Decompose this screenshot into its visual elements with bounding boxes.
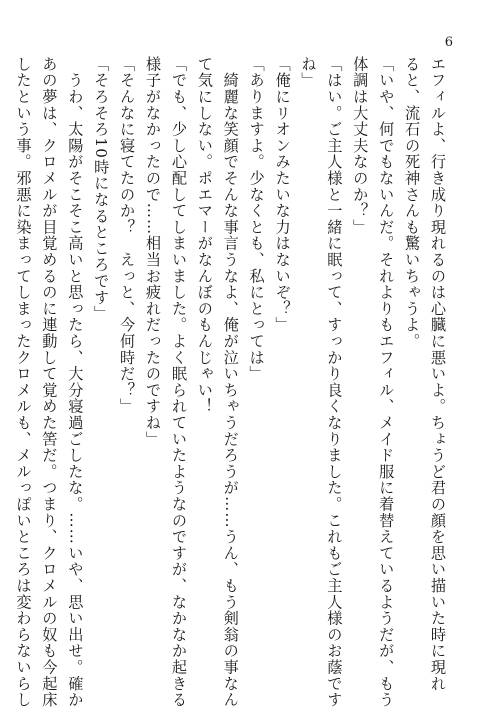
text-line: 「そんなに寝てたのか？ えっと、今何時だ？」: [118, 56, 137, 415]
text-line: 体調は大丈夫なのか？」: [351, 56, 370, 236]
text-line: 「はい。ご主人様と一緒に眠って、すっかり良くなりました。これもご主人様のお蔭です: [325, 56, 344, 708]
text-line: したという事。邪悪に染まってしまったクロメルも、メルっぽいところは変わらないらし: [14, 56, 33, 708]
page-number: 6: [444, 35, 453, 50]
text-line: うわ、太陽がそこそこ高いと思ったら、大分寝過ごしたな。……いや、思い出せ。確か: [66, 56, 85, 708]
text-line: 「ありますよ。少なくとも、私にとっては」: [247, 56, 266, 382]
vertical-text-body: [14, 56, 450, 708]
text-line: 「そろそろ10時になるところです」: [92, 56, 111, 323]
text-line: 綺麗な笑顔でそんな事言うなよ、俺が泣いちゃうだろうが……うん、もう剣翁の事なん: [221, 56, 240, 708]
text-line: 「でも、少し心配してしまいました。よく眠られていたようなのですが、なかなか起きる: [169, 56, 188, 708]
text-line: エフィルよ、行き成り現れるのは心臓に悪いよ。ちょうど君の顔を思い描いた時に現れ: [429, 56, 447, 692]
text-line: ると、流石の死神さんも驚いちゃうよ。: [403, 56, 422, 350]
text-line: 様子がなかったので……相当お疲れだったのですね」: [144, 56, 163, 448]
text-line: 「いや、何でもないんだ。それよりもエフィル、メイド服に着替えているようだが、もう: [377, 56, 396, 708]
text-line: 「俺にリオンみたいな力はないぞ？」: [273, 56, 292, 334]
text-line: あの夢は、クロメルが目覚めるのに連動して覚めた筈だ。つまり、クロメルの奴も今起床: [40, 56, 59, 708]
text-line: て気にしない。ポエマーがなんぼのもんじゃい！: [195, 56, 214, 415]
text-line: ね」: [299, 56, 318, 89]
